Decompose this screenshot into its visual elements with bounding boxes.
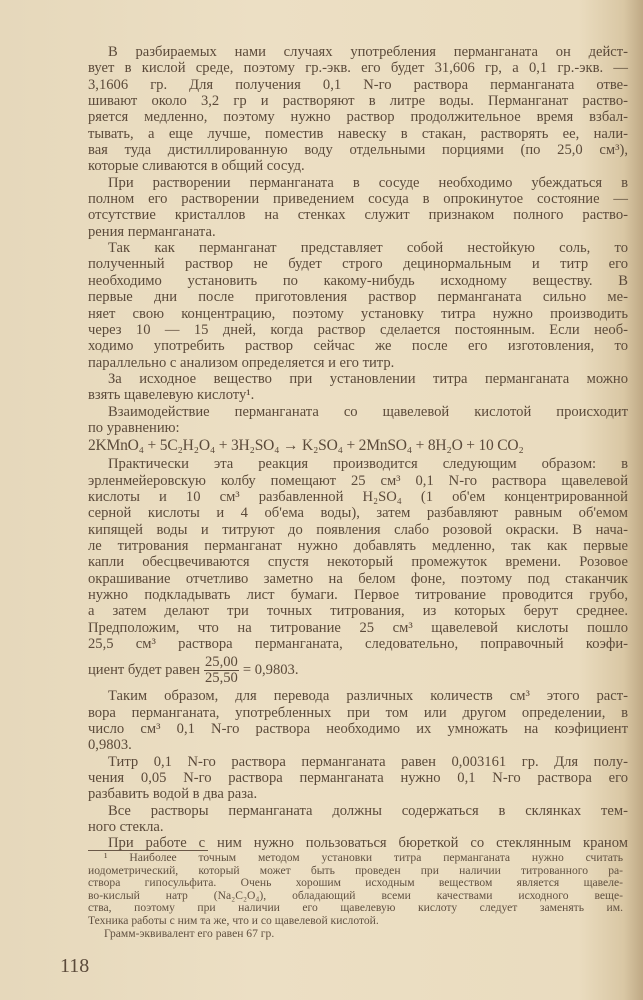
text-line: чения 0,05 N-го раствора перманганата нужно 0,1 N-го раствора его xyxy=(88,770,628,787)
paragraph xyxy=(88,456,628,688)
text-line: параллельно с анализом определяется и его титр. xyxy=(88,354,395,371)
text-line: серной кислоты и 4 об'ема воды), затем разбавляют равным об'емом xyxy=(88,505,628,522)
paragraph xyxy=(88,240,628,371)
text-line: 0,9803. xyxy=(88,737,132,754)
text-line: Практически эта реакция производится следующим образом: в xyxy=(108,456,628,473)
text-line: через 10 — 15 дней, когда раствор сделается постоянным. Если необ- xyxy=(88,321,628,338)
page-number: 118 xyxy=(60,955,90,977)
fraction xyxy=(204,655,239,686)
text-line: ¹ Наиболее точным методом установки титра перманганата нужно считать xyxy=(104,851,623,864)
text-line: шивают около 3,2 гр и растворяют в литре воды. Перманганат раство- xyxy=(88,93,628,110)
text-line: Предположим, что на титрование 25 см³ щавелевой кислоты пошло xyxy=(88,619,628,636)
text-line: которые сливаются в общий сосуд. xyxy=(88,158,305,175)
text-line: Взаимодействие перманганата со щавелевой кислотой происходит xyxy=(108,403,628,420)
fraction-result: = 0,9803. xyxy=(242,661,299,678)
paragraph xyxy=(88,175,628,240)
text-line: кислоты и 10 см³ разбавленной H₂SO₄ (1 об'ем концентрированной xyxy=(88,488,628,505)
text-line: окрашивание отчетливо заметно на белом фоне, поэтому под стаканчик xyxy=(88,570,628,587)
text-line: Таким образом, для перевода различных количеств см³ этого раст- xyxy=(108,688,628,705)
text-line: число см³ 0,1 N-го раствора необходимо их умножать на коэфициент xyxy=(88,721,628,738)
paragraph xyxy=(88,371,628,404)
text-line: разбавить водой в два раза. xyxy=(88,786,258,803)
text-line: створа гипосульфита. Очень хорошим исходным веществом является щавеле- xyxy=(88,876,623,890)
text-line: Техника работы с ним та же, что и со щавелевой кислотой. xyxy=(88,913,379,927)
text-line: по уравнению: xyxy=(88,419,180,436)
text-line: ряется медленно, поэтому нужно раствор продолжительное время взбал- xyxy=(88,109,628,126)
text-line: ходимо употребить раствор сейчас же после его изготовления, то xyxy=(88,338,628,355)
paragraph xyxy=(88,688,628,753)
text-line: При растворении перманганата в сосуде необходимо убеждаться в xyxy=(108,174,628,191)
footnote xyxy=(88,852,623,928)
text-line: эрленмейеровскую колбу помещают 25 см³ 0,1 N-го раствора щавелевой xyxy=(88,472,628,489)
numerator: 25,00 xyxy=(204,653,238,670)
text-line: капли обесцвечиваются спустя некоторый промежуток времени. Розовое xyxy=(88,554,628,571)
footnotes xyxy=(88,852,623,940)
text-line: необходимо установить по какому-нибудь исходному веществу. В xyxy=(88,272,628,289)
fraction-line xyxy=(88,652,628,688)
text-line: полном его растворении приведением сосуда в опрокинутое состояние — xyxy=(88,191,628,208)
paragraph xyxy=(88,44,628,175)
text-line: При работе с ним нужно пользоваться бюреткой со стеклянным краном xyxy=(108,835,628,852)
text-line: 3,1606 гр. Для получения 0,1 N-го раствора перманганата отве- xyxy=(88,76,628,93)
text-line: иодометрический, который может быть проведен при наличии титрованного ра- xyxy=(88,863,623,877)
text-line: первые дни после приготовления раствор перманганата сильно ме- xyxy=(88,289,628,306)
text-line: 25,5 см³ раствора перманганата, следовательно, поправочный коэфи- xyxy=(88,636,628,653)
text-line: а затем делают три точных титрования, из которых берут среднее. xyxy=(88,603,628,620)
paragraph xyxy=(88,404,628,437)
chemical-equation: 2KMnO₄ + 5C₂H₂O₄ + 3H₂SO₄ → K₂SO₄ + 2MnSO₄ + 8H₂O + 10 CO₂ xyxy=(88,437,524,455)
text-line: вора перманганата, употребленных при том или другом определении, в xyxy=(88,704,628,721)
text-line: кипящей воды и титруют до появления слабо розовой окраски. В нача- xyxy=(88,521,628,538)
text-line: За исходное вещество при установлении титра перманганата можно xyxy=(108,370,628,387)
text-line: взять щавелевую кислоту¹. xyxy=(88,387,255,404)
fraction-prefix: циент будет равен xyxy=(88,661,200,678)
denominator: 25,50 xyxy=(204,669,238,686)
text-line: рения перманганата. xyxy=(88,223,216,240)
text-line: ле титрования перманганат нужно добавлять медленно, так как первые xyxy=(88,537,628,554)
text-line: тывать, а еще лучше, поместив навеску в стакан, растворять ее, нали- xyxy=(88,125,628,142)
text-line: во-кислый натр (Na₂C₂O₄), обладающий всеми качествами исходного веще- xyxy=(88,888,623,902)
text-line: вая туда дистиллированную воду отдельными порциями (по 25,0 см³), xyxy=(88,142,628,159)
text-line: Все растворы перманганата должны содержаться в склянках тем- xyxy=(108,802,628,819)
text-line: вует в кислой среде, поэтому гр.-экв. его будет 31,606 гр, а 0,1 гр.-экв. — xyxy=(88,60,628,77)
text-line: ного стекла. xyxy=(88,819,164,836)
text-line: В разбираемых нами случаях употребления перманганата он дейст- xyxy=(108,44,628,60)
paragraph xyxy=(88,803,628,836)
text-line: отсутствие кристаллов на стенках служит признаком полного раство- xyxy=(88,207,628,224)
text-line: Грамм-эквивалент его равен 67 гр. xyxy=(104,926,275,940)
text-line: ства, поэтому при наличии его щавелевую кислоту следует заменять им. xyxy=(88,901,623,915)
text-line: няет свою концентрацию, поэтому установку титра нужно производить xyxy=(88,305,628,322)
text-line: полученный раствор не будет строго децинормальным и титр его xyxy=(88,256,628,273)
text-line: Так как перманганат представляет собой нестойкую соль, то xyxy=(108,240,628,257)
text-line: нужно подкладывать лист бумаги. Первое титрование проводится грубо, xyxy=(88,587,628,603)
main-text xyxy=(88,44,628,852)
footnote xyxy=(88,928,623,941)
paragraph xyxy=(88,754,628,803)
text-line: Титр 0,1 N-го раствора перманганата равен 0,003161 гр. Для полу- xyxy=(108,753,628,770)
